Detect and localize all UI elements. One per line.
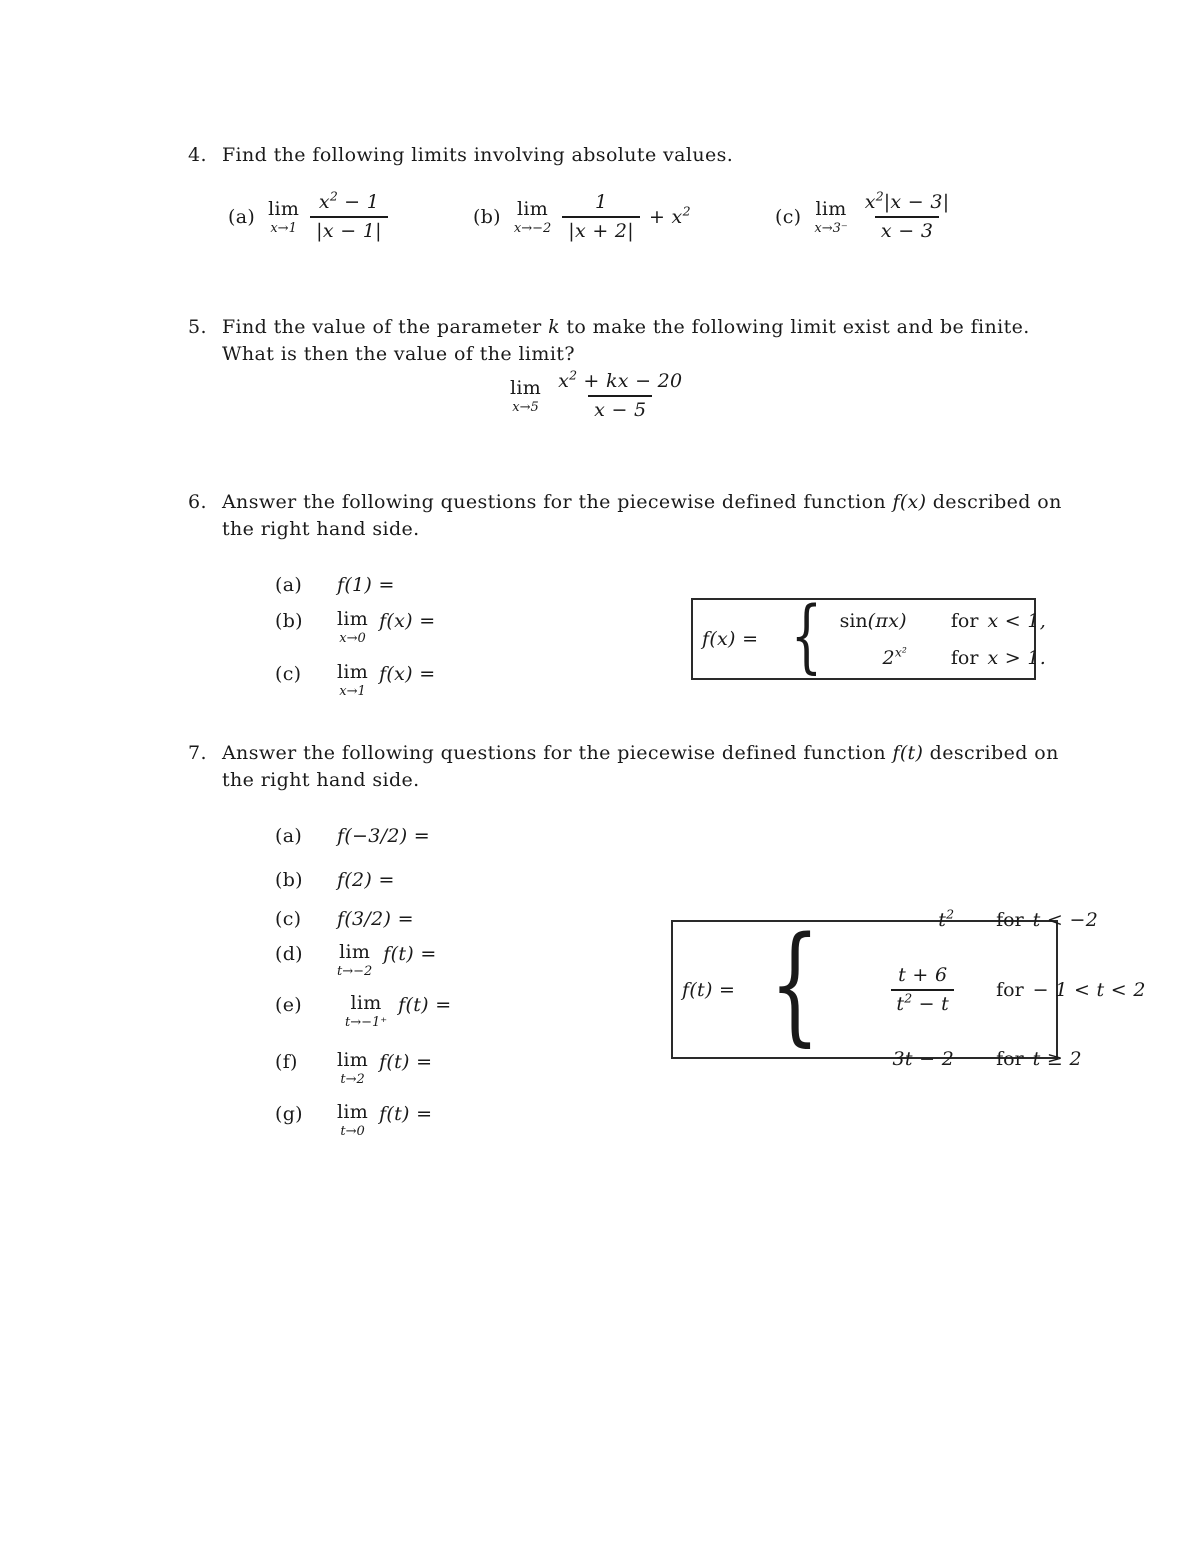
expression: f(2) = xyxy=(337,869,395,891)
limit-operator xyxy=(513,197,552,236)
power-base: t xyxy=(938,908,947,931)
for-word: for xyxy=(996,908,1024,931)
lim-subscript: t→0 xyxy=(340,1123,365,1139)
problem-6 xyxy=(188,489,1062,543)
part-f-label: (f) xyxy=(275,1051,298,1073)
lim-subscript: t→−1⁺ xyxy=(345,1014,388,1030)
part-b-label: (b) xyxy=(473,206,501,228)
condition-text: t ≥ 2 xyxy=(1032,1048,1082,1071)
problem-6-text xyxy=(222,489,1062,543)
fraction-denominator: x − 3 xyxy=(875,216,939,243)
text-segment: Answer the following questions for the piecewise defined function xyxy=(221,742,893,764)
fraction-numerator xyxy=(313,188,385,216)
condition-text: x < 1, xyxy=(987,609,1047,632)
condition-text: x > 1. xyxy=(987,646,1047,669)
exponent: 2 xyxy=(569,367,578,383)
problem-5-text xyxy=(222,314,1030,368)
fraction xyxy=(859,188,956,243)
function-ft: f(t) xyxy=(892,742,924,764)
problem-7-part-f xyxy=(275,1048,432,1088)
expression: f(t) = xyxy=(379,1051,433,1073)
fraction-denominator: x − 5 xyxy=(588,395,652,422)
power-exponent: 2 xyxy=(946,906,955,922)
limit-operator xyxy=(814,197,848,236)
expression: f(t) = xyxy=(398,994,452,1016)
problem-7 xyxy=(188,740,1059,794)
lim-word: lim xyxy=(517,197,549,220)
fraction-denominator: |x − 1| xyxy=(310,216,388,243)
problem-7-number: 7. xyxy=(188,742,207,764)
lim-word: lim xyxy=(337,1048,369,1071)
lim-word: lim xyxy=(337,1100,369,1123)
expression: f(t) = xyxy=(383,943,437,965)
expression: f(−3/2) = xyxy=(337,825,431,847)
case-brace: { xyxy=(790,589,822,682)
fraction-numerator: 1 xyxy=(594,191,608,214)
problem-7-part-a xyxy=(275,822,430,850)
fraction xyxy=(562,191,640,243)
case-2-condition xyxy=(996,979,1146,1001)
lim-word: lim xyxy=(510,376,542,399)
term-base: + x xyxy=(649,206,683,228)
function-definition-box-ft xyxy=(671,906,1146,1071)
for-word: for xyxy=(996,1048,1024,1071)
problem-7-part-g xyxy=(275,1100,432,1140)
part-b-label: (b) xyxy=(275,869,303,891)
part-c-label: (c) xyxy=(275,663,302,685)
fraction-numerator xyxy=(859,188,956,216)
problem-5-line2: What is then the value of the limit? xyxy=(221,343,575,365)
exponent: 2 xyxy=(682,203,691,219)
lim-subscript: t→−2 xyxy=(337,963,373,979)
function-definition-box-fx xyxy=(691,589,1047,682)
piecewise-cases xyxy=(840,610,1047,669)
problem-4-text: Find the following limits involving absolute values. xyxy=(221,144,734,166)
problem-7-part-e xyxy=(275,991,451,1031)
piecewise-cases xyxy=(843,906,1146,1071)
part-d-label: (d) xyxy=(275,943,303,965)
text-segment: Answer the following questions for the piecewise defined function xyxy=(221,491,893,513)
num-rest: − 1 xyxy=(337,191,380,214)
problem-5-display-limit xyxy=(510,366,688,426)
problem-5 xyxy=(188,314,1030,368)
text-segment: described on xyxy=(926,491,1062,513)
added-term xyxy=(649,203,691,228)
problem-7-part-d xyxy=(275,940,437,980)
num-rest: |x − 3| xyxy=(883,191,950,214)
lim-subscript: x→1 xyxy=(270,220,297,236)
case-brace: { xyxy=(769,910,820,1060)
lim-subscript: t→2 xyxy=(340,1071,365,1087)
fraction xyxy=(310,188,388,243)
condition-text: − 1 < t < 2 xyxy=(1032,978,1146,1001)
exponent: 2 xyxy=(904,990,913,1006)
limit-operator xyxy=(337,1048,369,1087)
lim-subscript: x→1 xyxy=(339,683,366,699)
case-1-condition xyxy=(996,909,1098,931)
lim-subscript: x→−2 xyxy=(513,220,552,236)
lim-subscript: x→5 xyxy=(512,399,539,415)
num-base: x xyxy=(318,191,330,214)
limit-operator xyxy=(337,607,369,646)
part-a-label: (a) xyxy=(275,574,303,596)
expression: f(x) = xyxy=(379,610,436,632)
fraction xyxy=(891,964,954,1016)
expression: f(1) = xyxy=(337,574,395,596)
lim-word: lim xyxy=(337,660,369,683)
problem-6-line2: the right hand side. xyxy=(221,518,420,540)
for-word: for xyxy=(950,609,979,632)
part-g-label: (g) xyxy=(275,1103,303,1125)
problem-7-part-c xyxy=(275,905,414,933)
problem-4 xyxy=(188,142,733,169)
exponent: 2 xyxy=(329,188,338,204)
den-base: t xyxy=(896,992,905,1015)
function-name: f(x) = xyxy=(702,628,765,650)
part-c-label: (c) xyxy=(275,908,302,930)
condition-text: t < −2 xyxy=(1032,908,1099,931)
function-fx: f(x) xyxy=(892,491,927,513)
problem-4-number: 4. xyxy=(188,144,207,166)
case-2-value xyxy=(882,644,907,669)
fraction-numerator: t + 6 xyxy=(898,963,948,986)
lim-word: lim xyxy=(815,197,847,220)
text-segment: described on xyxy=(923,742,1059,764)
part-a-label: (a) xyxy=(228,206,256,228)
lim-word: lim xyxy=(337,607,369,630)
lim-subscript: x→0 xyxy=(339,630,366,646)
for-word: for xyxy=(996,978,1024,1001)
problem-6-part-b xyxy=(275,607,435,647)
limit-operator xyxy=(337,660,369,699)
fraction-denominator: |x + 2| xyxy=(562,216,640,243)
den-rest: − t xyxy=(912,992,950,1015)
problem-7-text xyxy=(222,740,1059,794)
problem-5-number: 5. xyxy=(188,316,207,338)
problem-4-part-a xyxy=(228,188,388,246)
case-3-value: 3t − 2 xyxy=(892,1048,955,1071)
limit-operator xyxy=(345,991,388,1030)
part-b-label: (b) xyxy=(275,610,303,632)
limit-operator xyxy=(268,197,300,236)
part-a-label: (a) xyxy=(275,825,303,847)
problem-6-part-c xyxy=(275,660,435,700)
fraction xyxy=(552,367,688,422)
problem-4-part-c xyxy=(775,188,955,246)
sin-function: sin xyxy=(839,609,868,632)
problem-4-part-b xyxy=(473,188,691,246)
lim-subscript: x→3⁻ xyxy=(814,220,848,236)
problem-7-part-b xyxy=(275,866,395,894)
expression: f(x) = xyxy=(379,663,436,685)
fraction-denominator xyxy=(891,989,954,1016)
num-base: x xyxy=(864,191,876,214)
sin-argument: (πx) xyxy=(867,609,907,632)
part-e-label: (e) xyxy=(275,994,302,1016)
for-word: for xyxy=(950,646,979,669)
num-base: x xyxy=(558,370,570,393)
lim-word: lim xyxy=(350,991,382,1014)
text-segment: Find the value of the parameter xyxy=(221,316,549,338)
limit-operator xyxy=(337,940,373,979)
problem-6-number: 6. xyxy=(188,491,207,513)
case-3-condition xyxy=(996,1048,1082,1070)
problem-6-part-a xyxy=(275,571,395,599)
exponent: 2 xyxy=(875,188,884,204)
num-rest: + kx − 20 xyxy=(577,370,683,393)
expression: f(3/2) = xyxy=(337,908,414,930)
limit-operator xyxy=(337,1100,369,1139)
problem-7-line2: the right hand side. xyxy=(221,769,420,791)
lim-word: lim xyxy=(339,940,371,963)
function-name: f(t) = xyxy=(682,978,742,1001)
case-1-value xyxy=(840,610,907,632)
lim-word: lim xyxy=(268,197,300,220)
parameter-k: k xyxy=(548,316,560,338)
power-exponent: x² xyxy=(894,644,907,660)
part-c-label: (c) xyxy=(775,206,802,228)
case-1-value xyxy=(938,906,955,931)
fraction-numerator xyxy=(552,367,688,395)
limit-operator xyxy=(510,376,542,415)
power-base: 2 xyxy=(882,646,895,669)
case-2-value xyxy=(843,942,954,1038)
text-segment: to make the following limit exist and be finite. xyxy=(559,316,1030,338)
case-1-condition xyxy=(951,610,1046,632)
expression: f(t) = xyxy=(379,1103,433,1125)
case-2-condition xyxy=(951,647,1046,669)
